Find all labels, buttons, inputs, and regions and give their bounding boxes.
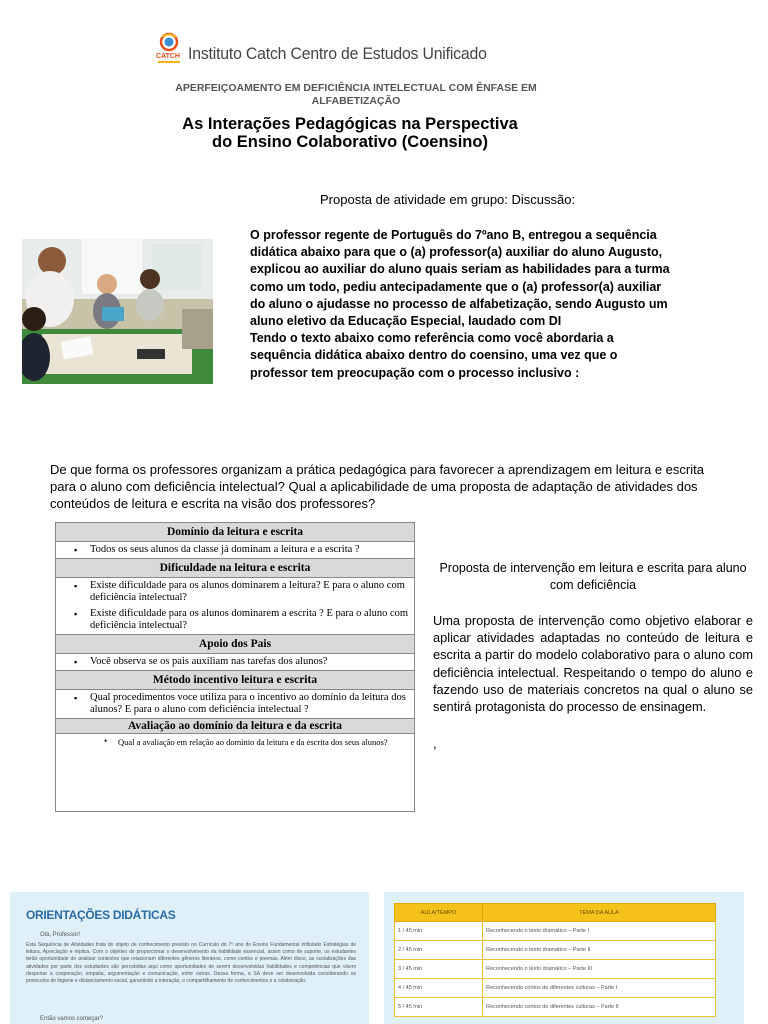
question-item: ▪ Qual procedimentos voce utiliza para o incentivo ao domínio da leitura dos alunos? E para o aluno com deficiência intelectual ? <box>56 690 414 718</box>
table-row <box>395 922 716 941</box>
table-row <box>395 998 716 1017</box>
lesson-time: 5 / 45 min <box>395 998 483 1017</box>
section-heading: Método incentivo leitura e escrita <box>56 670 414 690</box>
section-heading: Avaliação ao domínio da leitura e da escrita <box>56 718 414 734</box>
guidelines-paragraph: Esta Sequência de Atividades trata do objeto de conhecimento previsto no Currículo do 7º ano do Ensino Fundamental intitulado Estratégias de leitura, Apreciação e réplica. Com o objetivo de proporcionar o desenvolvimento da habilidade essencial, assim como de suporte, os estudantes terão oportunidade de analisar contextos que relacionam diferentes gêneros literários, como contos e poemas. Além disso, as socializações das atividades por parte dos estudantes são percebidas aqui como oportunidades de serem desenvolvidas habilidades e competências que visem despertar a cooperação, empatia, argumentação e comunicação, entre outras. Dessa forma, a SA deve ser desenvolvida considerando os protocolos de higiene e distanciamento social, garantindo a interação, o compartilhamento de conhecimentos e a colaboração. <box>26 942 356 985</box>
question-item: ▪ Todos os seus alunos da classe já dominam a leitura e a escrita ? <box>56 542 414 558</box>
intro-text <box>250 227 670 382</box>
guidelines-heading: ORIENTAÇÕES DIDÁTICAS <box>26 908 176 922</box>
table-row <box>395 941 716 960</box>
lesson-time: 3 / 45 min <box>395 960 483 979</box>
lesson-theme: Reconhecendo o texto dramático – Parte III <box>483 960 716 979</box>
lesson-theme: Reconhecendo contos de diferentes culturas – Parte I <box>483 979 716 998</box>
institute-name: Instituto Catch Centro de Estudos Unificado <box>188 44 487 63</box>
question-item: ▪ Existe dificuldade para os alunos dominarem a escrita ? E para o aluno com deficiência intelectual? <box>56 606 414 634</box>
lesson-schedule-table <box>394 903 716 1017</box>
questionnaire-table <box>55 522 415 812</box>
intro-paragraph-2: Tendo o texto abaixo como referência como você abordaria a sequência didática abaixo dentro do coensino, uma vez que o professor tem preocupação com o processo inclusivo : <box>250 331 618 380</box>
question-item: ▪ Existe dificuldade para os alunos dominarem a leitura? E para o aluno com deficiência intelectual? <box>56 578 414 606</box>
lesson-theme: Reconhecendo o texto dramático – Parte II <box>483 941 716 960</box>
page-header <box>150 30 550 108</box>
didactic-guidelines-excerpt <box>10 892 369 1024</box>
lesson-time: 1 / 45 min <box>395 922 483 941</box>
table-row <box>395 979 716 998</box>
activity-subtitle: Proposta de atividade em grupo: Discussão: <box>320 192 576 207</box>
table-row <box>395 960 716 979</box>
intro-paragraph-1: O professor regente de Português do 7ºano B, entregou a sequência didática abaixo para que o (a) professor(a) auxiliar do aluno Augusto, explicou ao auxiliar do aluno quais seriam as habilidades para a turma como um todo, pediu antecipadamente que o (a) professor(a) auxiliar do aluno o ajudasse no processo de alfabetização, sendo Augusto um aluno eletivo da Educação Especial, laudado com DI <box>250 228 670 329</box>
logo-text: CATCH <box>156 53 180 60</box>
section-heading: Apoio dos Pais <box>56 634 414 654</box>
section-heading: Dificuldade na leitura e escrita <box>56 558 414 578</box>
guidelines-closing: Então vamos começar? <box>40 1016 104 1022</box>
page-title: As Interações Pedagógicas na Perspectiva do Ensino Colaborativo (Coensino) <box>182 115 518 151</box>
classroom-photo <box>22 239 213 384</box>
lesson-theme: Reconhecendo o texto dramático – Parte I <box>483 922 716 941</box>
stray-comma: , <box>433 736 437 751</box>
question-item: ▪ Você observa se os pais auxiliam nas tarefas dos alunos? <box>56 654 414 670</box>
proposal-title: Proposta de intervenção em leitura e escrita para aluno com deficiência <box>439 561 747 592</box>
proposal-body: Uma proposta de intervenção como objetivo elaborar e aplicar atividades adaptadas no conteúdo de leitura e escrita a partir do modelo colaborativo para o aluno com deficiência intelectual. Respeitando o tempo do aluno e fazendo uso de materiais concretos na qual o aluno se sentirá protagonista do processo de ensinagem. <box>433 613 753 715</box>
guidelines-greeting: Olá, Professor! <box>40 932 81 938</box>
lesson-schedule-excerpt <box>384 892 744 1024</box>
column-header: TEMA DA AULA <box>483 904 716 922</box>
question-item: • Qual a avaliação em relação ao domínio da leitura e da escrita dos seus alunos? <box>56 734 414 750</box>
course-name: APERFEIÇOAMENTO EM DEFICIÊNCIA INTELECTUAL COM ÊNFASE EM ALFABETIZAÇÃO <box>175 82 537 107</box>
lesson-time: 2 / 45 min <box>395 941 483 960</box>
section-heading: Domínio da leitura e escrita <box>56 523 414 542</box>
column-header: AULA/TEMPO <box>395 904 483 922</box>
lesson-theme: Reconhecendo contos de diferentes culturas – Parte II <box>483 998 716 1017</box>
lesson-time: 4 / 45 min <box>395 979 483 998</box>
research-question: De que forma os professores organizam a prática pedagógica para favorecer a aprendizagem em leitura e escrita para o aluno com deficiência intelectual? Qual a aplicabilidade de uma proposta de adaptação de atividades dos conteúdos de leitura e escrita na visão dos professores? <box>50 462 704 511</box>
catch-logo-icon <box>156 32 182 66</box>
